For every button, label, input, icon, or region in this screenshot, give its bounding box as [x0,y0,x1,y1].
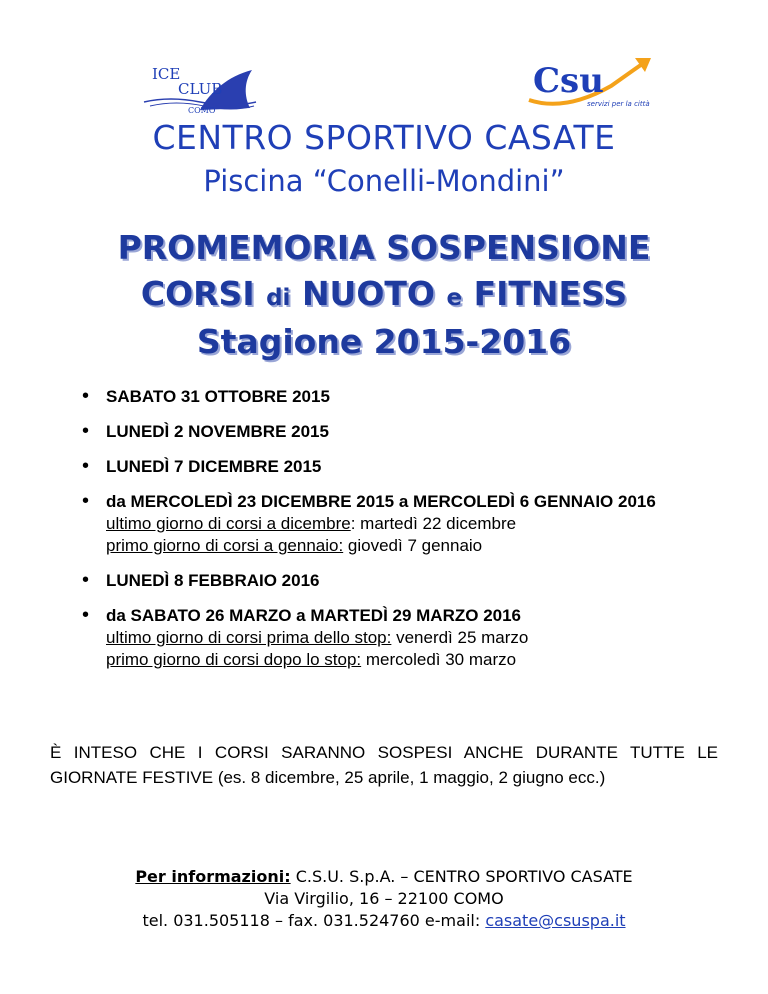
page-title: CENTRO SPORTIVO CASATE [152,118,616,157]
svg-text:Csu: Csu [533,61,604,101]
info-label: Per informazioni: [135,867,291,886]
ice-club-logo [140,62,260,114]
last-day-note: ultimo giorno di corsi prima dello stop: venerdì 25 marzo [106,628,529,647]
promo-line-2: CORSI di NUOTO e FITNESS [140,274,628,313]
address: Via Virgilio, 16 – 22100 COMO [264,889,504,908]
list-item: • da SABATO 26 MARZO a MARTEDÌ 29 MARZO 2016 ultimo giorno di corsi prima dello stop: venerdì 25 marzo primo giorno di corsi dopo lo stop: mercoledì 30 marzo [80,605,740,671]
email-link[interactable]: casate@csuspa.it [485,911,626,930]
svg-text:ICE: ICE [152,65,181,83]
promo-season: Stagione 2015-2016 [196,322,572,361]
phone-fax: tel. 031.505118 – fax. 031.524760 e-mail: [142,911,486,930]
page-subtitle: Piscina “Conelli-Mondini” [203,164,565,198]
suspension-dates-list [80,386,740,671]
list-item: • da MERCOLEDÌ 23 DICEMBRE 2015 a MERCOLEDÌ 6 GENNAIO 2016 ultimo giorno di corsi a dicembre: martedì 22 dicembre primo giorno di corsi a gennaio: giovedì 7 gennaio [80,491,740,557]
svg-text:COMO: COMO [188,106,216,114]
first-day-note: primo giorno di corsi dopo lo stop: mercoledì 30 marzo [106,650,517,669]
contact-footer: Per informazioni: C.S.U. S.p.A. – CENTRO SPORTIVO CASATE Via Virgilio, 16 – 22100 COMO tel. 031.505118 – fax. 031.524760 e-mail: casate@csuspa.it [0,866,768,932]
list-item: • LUNEDÌ 7 DICEMBRE 2015 [80,456,740,478]
svg-text:CLUB: CLUB [178,80,223,98]
list-item: • LUNEDÌ 8 FEBBRAIO 2016 [80,570,740,592]
first-day-note: primo giorno di corsi a gennaio: giovedì 7 gennaio [106,536,483,555]
list-item: • LUNEDÌ 2 NOVEMBRE 2015 [80,421,740,443]
last-day-note: ultimo giorno di corsi a dicembre: martedì 22 dicembre [106,514,517,533]
csu-logo [525,52,655,114]
promo-line-1: PROMEMORIA SOSPENSIONE [117,228,651,267]
svg-text:servizi per la città: servizi per la città [587,100,650,108]
list-item: • SABATO 31 OTTOBRE 2015 [80,386,740,408]
holiday-note: È INTESO CHE I CORSI SARANNO SOSPESI ANCHE DURANTE TUTTE LE GIORNATE FESTIVE (es. 8 dicembre, 25 aprile, 1 maggio, 2 giugno ecc.) [50,743,718,787]
